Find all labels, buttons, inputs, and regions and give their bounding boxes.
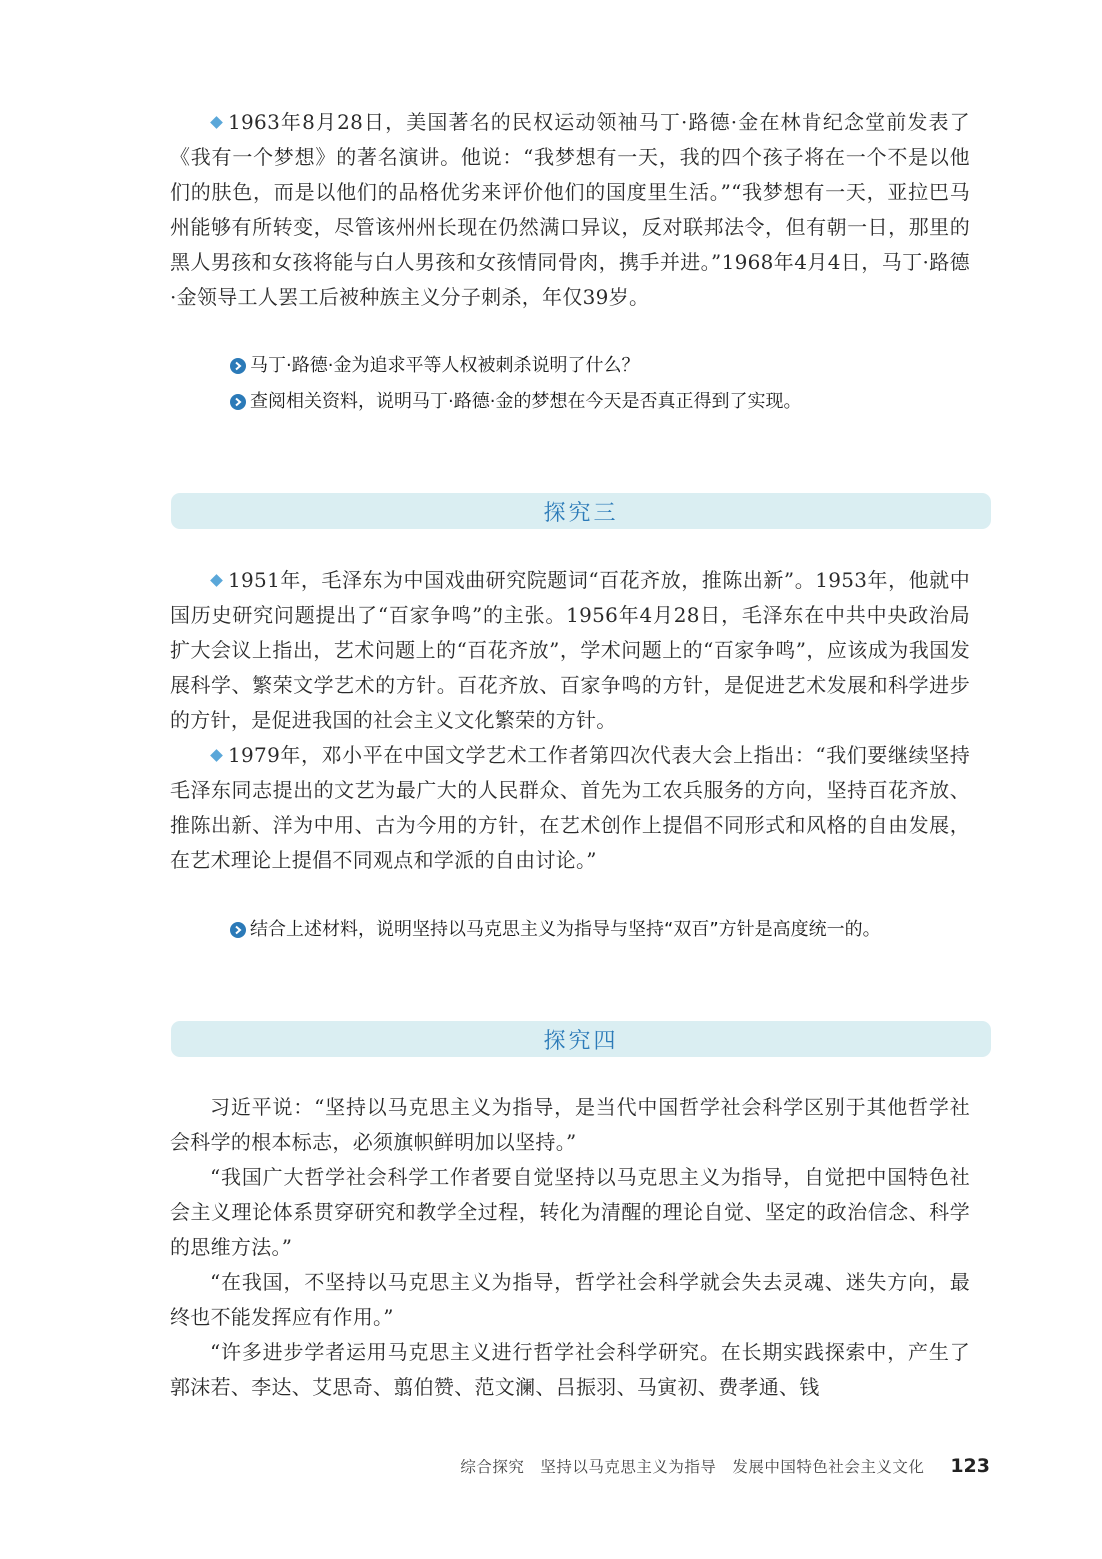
king-questions — [170, 348, 970, 420]
page-footer — [430, 1455, 990, 1477]
diamond-bullet-icon — [210, 116, 223, 129]
arrow-circle-icon — [230, 358, 246, 374]
question-text: 结合上述材料，说明坚持以马克思主义为指导与坚持“双百”方针是高度统一的。 — [250, 919, 881, 940]
diamond-bullet-icon — [210, 749, 223, 762]
section4-material — [170, 1090, 970, 1405]
arrow-circle-icon — [230, 394, 246, 410]
paragraph-text: 1979年，邓小平在中国文学艺术工作者第四次代表大会上指出：“我们要继续坚持毛泽东同志提出的文艺为最广大的人民群众、首先为工农兵服务的方向，坚持百花齐放、推陈出新、洋为中用、古为今用的方针，在艺术创作上提倡不同形式和风格的自由发展，在艺术理论上提倡不同观点和学派的自由讨论。” — [170, 743, 970, 872]
king-paragraph-text: 1963年8月28日，美国著名的民权运动领袖马丁·路德·金在林肯纪念堂前发表了《我有一个梦想》的著名演讲。他说：“我梦想有一天，我的四个孩子将在一个不是以他们的肤色，而是以他们的品格优劣来评价他们的国度里生活。”“我梦想有一天，亚拉巴马州能够有所转变，尽管该州州长现在仍然满口异议，反对联邦法令，但有朝一日，那里的黑人男孩和女孩将能与白人男孩和女孩情同骨肉，携手并进。”1968年4月4日，马丁·路德·金领导工人罢工后被种族主义分子刺杀，年仅39岁。 — [170, 110, 970, 309]
section4-paragraph: “在我国，不坚持以马克思主义为指导，哲学社会科学就会失去灵魂、迷失方向，最终也不能发挥应有作用。” — [170, 1270, 970, 1329]
running-title: 综合探究 坚持以马克思主义为指导 发展中国特色社会主义文化 — [460, 1458, 925, 1476]
section4-paragraph: 习近平说：“坚持以马克思主义为指导，是当代中国哲学社会科学区别于其他哲学社会科学的根本标志，必须旗帜鲜明加以坚持。” — [170, 1095, 970, 1154]
section3-questions — [170, 912, 970, 948]
paragraph-text: 1951年，毛泽东为中国戏曲研究院题词“百花齐放，推陈出新”。1953年，他就中国历史研究问题提出了“百家争鸣”的主张。1956年4月28日，毛泽东在中共中央政治局扩大会议上指出，艺术问题上的“百花齐放”，学术问题上的“百家争鸣”，应该成为我国发展科学、繁荣文学艺术的方针。百花齐放、百家争鸣的方针，是促进艺术发展和科学进步的方针，是促进我国的社会主义文化繁荣的方针。 — [170, 568, 970, 732]
diamond-bullet-icon — [210, 574, 223, 587]
king-material — [170, 105, 970, 315]
question-item — [170, 348, 970, 384]
page-number: 123 — [950, 1455, 990, 1477]
section3-paragraph — [170, 563, 970, 738]
section-title: 探究四 — [543, 1028, 619, 1054]
section3-paragraph — [170, 738, 970, 878]
section-title: 探究三 — [543, 500, 619, 526]
question-text: 马丁·路德·金为追求平等人权被刺杀说明了什么？ — [250, 355, 640, 376]
question-item — [170, 384, 970, 420]
section4-paragraph: “许多进步学者运用马克思主义进行哲学社会科学研究。在长期实践探索中，产生了郭沫若、李达、艾思奇、翦伯赞、范文澜、吕振羽、马寅初、费孝通、钱 — [170, 1340, 970, 1399]
king-paragraph — [170, 105, 970, 315]
question-text: 查阅相关资料，说明马丁·路德·金的梦想在今天是否真正得到了实现。 — [250, 391, 802, 412]
section3-material — [170, 563, 970, 878]
section-banner-3 — [171, 493, 991, 529]
section-banner-4 — [171, 1021, 991, 1057]
section4-paragraph: “我国广大哲学社会科学工作者要自觉坚持以马克思主义为指导，自觉把中国特色社会主义理论体系贯穿研究和教学全过程，转化为清醒的理论自觉、坚定的政治信念、科学的思维方法。” — [170, 1165, 970, 1259]
arrow-circle-icon — [230, 922, 246, 938]
question-item — [170, 912, 970, 948]
